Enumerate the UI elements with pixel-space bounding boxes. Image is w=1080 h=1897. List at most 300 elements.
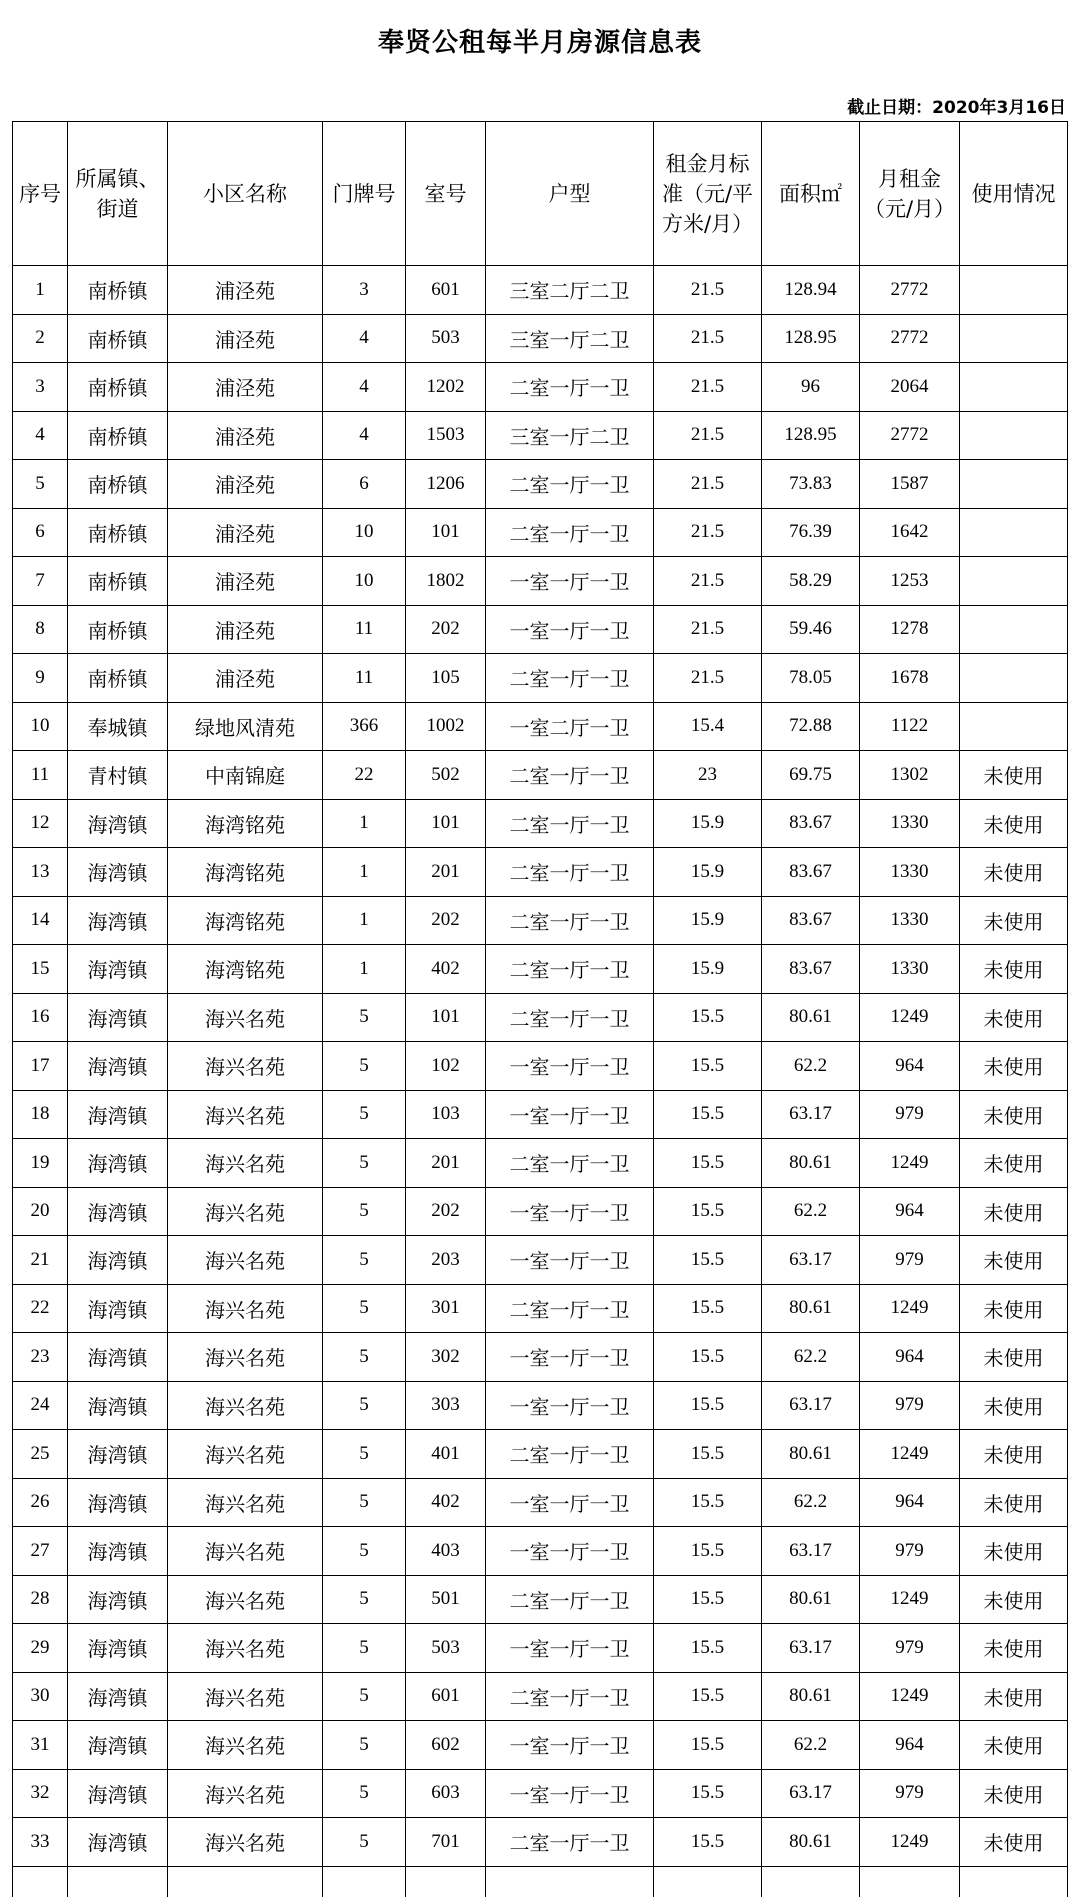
table-cell: 海湾镇 xyxy=(68,1575,168,1624)
table-cell: 1802 xyxy=(406,557,486,606)
table-cell: 一室一厅一卫 xyxy=(486,1527,654,1576)
table-cell: 80.61 xyxy=(762,1818,860,1867)
table-cell: 5 xyxy=(323,1042,406,1091)
table-cell: 5 xyxy=(323,1769,406,1818)
table-cell: 海兴名苑 xyxy=(168,1672,323,1721)
table-cell: 1 xyxy=(323,848,406,897)
table-cell: 5 xyxy=(323,1721,406,1770)
table-cell: 62.2 xyxy=(762,1042,860,1091)
table-cell: 16 xyxy=(13,993,68,1042)
table-cell: 海湾镇 xyxy=(68,1090,168,1139)
table-cell: 1249 xyxy=(860,1284,960,1333)
table-cell: 海湾镇 xyxy=(68,1333,168,1382)
table-cell: 63.17 xyxy=(762,1090,860,1139)
table-row xyxy=(13,557,1068,606)
table-cell xyxy=(13,1866,68,1897)
table-cell: 1278 xyxy=(860,605,960,654)
table-row xyxy=(13,1090,1068,1139)
table-cell xyxy=(323,1866,406,1897)
table-row xyxy=(13,1818,1068,1867)
table-cell: 二室一厅一卫 xyxy=(486,751,654,800)
table-cell: 63.17 xyxy=(762,1236,860,1285)
table-cell: 未使用 xyxy=(960,848,1068,897)
table-cell: 76.39 xyxy=(762,508,860,557)
table-cell: 1330 xyxy=(860,799,960,848)
table-cell: 15.9 xyxy=(654,896,762,945)
table-cell: 5 xyxy=(323,1187,406,1236)
table-cell: 海兴名苑 xyxy=(168,1478,323,1527)
table-cell xyxy=(762,1866,860,1897)
table-cell: 未使用 xyxy=(960,896,1068,945)
table-cell: 301 xyxy=(406,1284,486,1333)
table-cell: 31 xyxy=(13,1721,68,1770)
table-cell: 17 xyxy=(13,1042,68,1091)
table-cell: 南桥镇 xyxy=(68,411,168,460)
table-cell: 1249 xyxy=(860,993,960,1042)
table-cell: 海兴名苑 xyxy=(168,1381,323,1430)
table-cell: 15.5 xyxy=(654,1381,762,1430)
table-cell: 海兴名苑 xyxy=(168,1769,323,1818)
table-cell: 15.9 xyxy=(654,848,762,897)
table-cell: 15.5 xyxy=(654,1527,762,1576)
table-cell: 未使用 xyxy=(960,751,1068,800)
table-cell: 62.2 xyxy=(762,1187,860,1236)
table-cell: 二室一厅一卫 xyxy=(486,1430,654,1479)
table-cell: 128.94 xyxy=(762,266,860,315)
table-cell: 4 xyxy=(13,411,68,460)
header-cell: 门牌号 xyxy=(323,122,406,266)
table-cell: 1202 xyxy=(406,363,486,412)
table-cell: 201 xyxy=(406,848,486,897)
table-cell: 二室一厅一卫 xyxy=(486,945,654,994)
table-cell: 21.5 xyxy=(654,363,762,412)
table-cell: 27 xyxy=(13,1527,68,1576)
table-row xyxy=(13,1769,1068,1818)
table-cell: 62.2 xyxy=(762,1333,860,1382)
table-cell: 青村镇 xyxy=(68,751,168,800)
table-cell: 未使用 xyxy=(960,1333,1068,1382)
table-cell: 80.61 xyxy=(762,1575,860,1624)
table-cell: 1503 xyxy=(406,411,486,460)
table-cell xyxy=(960,1866,1068,1897)
table-cell: 21.5 xyxy=(654,557,762,606)
table-cell: 28 xyxy=(13,1575,68,1624)
table-cell: 南桥镇 xyxy=(68,460,168,509)
table-cell: 15.5 xyxy=(654,1090,762,1139)
table-cell: 15 xyxy=(13,945,68,994)
table-cell: 一室一厅一卫 xyxy=(486,1042,654,1091)
table-cell: 未使用 xyxy=(960,1042,1068,1091)
table-cell: 15.5 xyxy=(654,1139,762,1188)
table-cell: 10 xyxy=(323,557,406,606)
table-cell: 4 xyxy=(323,363,406,412)
table-cell: 15.4 xyxy=(654,702,762,751)
table-cell: 海湾镇 xyxy=(68,1818,168,1867)
table-cell: 海兴名苑 xyxy=(168,1818,323,1867)
table-cell: 33 xyxy=(13,1818,68,1867)
table-cell: 979 xyxy=(860,1624,960,1673)
table-cell: 402 xyxy=(406,1478,486,1527)
table-cell: 15.5 xyxy=(654,1721,762,1770)
table-cell: 22 xyxy=(13,1284,68,1333)
table-cell: 18 xyxy=(13,1090,68,1139)
table-cell: 303 xyxy=(406,1381,486,1430)
table-cell: 海湾铭苑 xyxy=(168,945,323,994)
table-row xyxy=(13,1284,1068,1333)
table-cell: 15.5 xyxy=(654,1333,762,1382)
table-cell: 105 xyxy=(406,654,486,703)
table-row xyxy=(13,1478,1068,1527)
table-cell: 浦泾苑 xyxy=(168,411,323,460)
table-cell: 海湾镇 xyxy=(68,1236,168,1285)
table-cell: 21.5 xyxy=(654,314,762,363)
table-cell: 海湾镇 xyxy=(68,1042,168,1091)
table-cell: 701 xyxy=(406,1818,486,1867)
table-cell: 海兴名苑 xyxy=(168,1042,323,1091)
table-row xyxy=(13,1381,1068,1430)
table-cell: 2772 xyxy=(860,411,960,460)
table-cell: 二室一厅一卫 xyxy=(486,508,654,557)
table-cell: 15.5 xyxy=(654,1284,762,1333)
table-cell: 5 xyxy=(323,1381,406,1430)
table-cell: 63.17 xyxy=(762,1769,860,1818)
table-cell: 海湾镇 xyxy=(68,1139,168,1188)
table-cell: 21.5 xyxy=(654,605,762,654)
table-cell: 73.83 xyxy=(762,460,860,509)
table-cell: 15.5 xyxy=(654,1818,762,1867)
table-cell: 80.61 xyxy=(762,993,860,1042)
table-cell: 海湾镇 xyxy=(68,799,168,848)
table-cell: 5 xyxy=(13,460,68,509)
header-cell: 使用情况 xyxy=(960,122,1068,266)
table-cell: 3 xyxy=(323,266,406,315)
table-cell: 32 xyxy=(13,1769,68,1818)
table-cell: 401 xyxy=(406,1430,486,1479)
table-cell xyxy=(960,702,1068,751)
table-cell: 未使用 xyxy=(960,799,1068,848)
table-cell: 1302 xyxy=(860,751,960,800)
table-cell: 1253 xyxy=(860,557,960,606)
table-cell: 58.29 xyxy=(762,557,860,606)
table-cell: 一室一厅一卫 xyxy=(486,1187,654,1236)
table-cell: 三室一厅二卫 xyxy=(486,314,654,363)
table-cell: 一室一厅一卫 xyxy=(486,1478,654,1527)
header-cell: 序号 xyxy=(13,122,68,266)
table-cell xyxy=(960,654,1068,703)
table-row xyxy=(13,1527,1068,1576)
table-cell: 202 xyxy=(406,605,486,654)
table-cell: 29 xyxy=(13,1624,68,1673)
table-cell: 海兴名苑 xyxy=(168,1624,323,1673)
table-row xyxy=(13,1139,1068,1188)
table-cell: 海兴名苑 xyxy=(168,1187,323,1236)
table-cell: 中南锦庭 xyxy=(168,751,323,800)
table-cell: 202 xyxy=(406,1187,486,1236)
table-cell: 21.5 xyxy=(654,411,762,460)
table-cell: 未使用 xyxy=(960,1575,1068,1624)
table-cell: 5 xyxy=(323,1139,406,1188)
table-cell: 96 xyxy=(762,363,860,412)
table-cell: 19 xyxy=(13,1139,68,1188)
header-cell: 所属镇、 街道 xyxy=(68,122,168,266)
table-cell: 128.95 xyxy=(762,314,860,363)
table-cell: 63.17 xyxy=(762,1381,860,1430)
table-cell: 1330 xyxy=(860,848,960,897)
table-cell: 1002 xyxy=(406,702,486,751)
table-cell: 11 xyxy=(323,605,406,654)
table-cell: 海兴名苑 xyxy=(168,1090,323,1139)
table-cell xyxy=(68,1866,168,1897)
table-cell: 一室一厅一卫 xyxy=(486,557,654,606)
table-cell: 二室一厅一卫 xyxy=(486,1139,654,1188)
table-cell: 海湾镇 xyxy=(68,1721,168,1770)
table-cell: 13 xyxy=(13,848,68,897)
table-row xyxy=(13,363,1068,412)
table-cell: 202 xyxy=(406,896,486,945)
table-cell: 海湾镇 xyxy=(68,945,168,994)
table-row xyxy=(13,654,1068,703)
table-row xyxy=(13,1721,1068,1770)
table-cell: 5 xyxy=(323,1478,406,1527)
table-cell: 366 xyxy=(323,702,406,751)
table-cell: 83.67 xyxy=(762,896,860,945)
table-cell: 1 xyxy=(323,799,406,848)
table-cell: 3 xyxy=(13,363,68,412)
table-cell: 未使用 xyxy=(960,1818,1068,1867)
table-cell: 15.5 xyxy=(654,1236,762,1285)
table-row xyxy=(13,993,1068,1042)
table-cell: 南桥镇 xyxy=(68,508,168,557)
table-row xyxy=(13,799,1068,848)
table-cell xyxy=(486,1866,654,1897)
table-cell: 979 xyxy=(860,1381,960,1430)
table-cell: 62.2 xyxy=(762,1721,860,1770)
table-cell: 1642 xyxy=(860,508,960,557)
table-cell: 11 xyxy=(13,751,68,800)
table-cell: 未使用 xyxy=(960,945,1068,994)
table-cell: 三室一厅二卫 xyxy=(486,411,654,460)
table-cell: 83.67 xyxy=(762,799,860,848)
table-row xyxy=(13,508,1068,557)
table-cell: 海兴名苑 xyxy=(168,1284,323,1333)
table-cell: 南桥镇 xyxy=(68,314,168,363)
table-cell: 15.5 xyxy=(654,1575,762,1624)
table-cell: 10 xyxy=(323,508,406,557)
table-cell: 二室一厅一卫 xyxy=(486,1284,654,1333)
table-cell: 一室一厅一卫 xyxy=(486,1769,654,1818)
table-row xyxy=(13,1236,1068,1285)
table-cell: 201 xyxy=(406,1139,486,1188)
table-cell: 7 xyxy=(13,557,68,606)
table-row xyxy=(13,1042,1068,1091)
table-cell: 三室二厅二卫 xyxy=(486,266,654,315)
table-cell: 海湾铭苑 xyxy=(168,848,323,897)
document-title: 奉贤公租每半月房源信息表 xyxy=(377,28,702,58)
table-cell: 5 xyxy=(323,1575,406,1624)
table-cell: 未使用 xyxy=(960,1284,1068,1333)
table-cell: 海湾镇 xyxy=(68,1430,168,1479)
table-cell: 海兴名苑 xyxy=(168,1575,323,1624)
table-cell: 未使用 xyxy=(960,1527,1068,1576)
table-cell: 15.5 xyxy=(654,1430,762,1479)
table-cell: 未使用 xyxy=(960,1381,1068,1430)
table-cell xyxy=(168,1866,323,1897)
table-cell: 1249 xyxy=(860,1818,960,1867)
table-cell: 一室一厅一卫 xyxy=(486,1090,654,1139)
table-cell: 海湾镇 xyxy=(68,1769,168,1818)
table-cell: 1330 xyxy=(860,896,960,945)
table-cell: 未使用 xyxy=(960,1769,1068,1818)
table-cell: 62.2 xyxy=(762,1478,860,1527)
table-cell: 964 xyxy=(860,1187,960,1236)
table-row xyxy=(13,1430,1068,1479)
table-cell: 浦泾苑 xyxy=(168,605,323,654)
table-cell: 未使用 xyxy=(960,1139,1068,1188)
table-cell: 二室一厅一卫 xyxy=(486,654,654,703)
table-cell: 海湾铭苑 xyxy=(168,799,323,848)
table-cell: 海湾镇 xyxy=(68,1624,168,1673)
table-cell: 979 xyxy=(860,1236,960,1285)
table-cell: 海兴名苑 xyxy=(168,1236,323,1285)
table-cell: 30 xyxy=(13,1672,68,1721)
table-row xyxy=(13,411,1068,460)
table-body xyxy=(13,266,1068,1897)
table-cell: 二室一厅一卫 xyxy=(486,1575,654,1624)
table-cell: 浦泾苑 xyxy=(168,314,323,363)
table-cell: 一室一厅一卫 xyxy=(486,1333,654,1382)
table-cell: 绿地风清苑 xyxy=(168,702,323,751)
table-cell: 1 xyxy=(323,945,406,994)
table-cell: 403 xyxy=(406,1527,486,1576)
table-cell: 二室一厅一卫 xyxy=(486,1818,654,1867)
table-cell xyxy=(960,605,1068,654)
table-row xyxy=(13,945,1068,994)
table-cell: 11 xyxy=(323,654,406,703)
table-cell: 21 xyxy=(13,1236,68,1285)
table-cell: 80.61 xyxy=(762,1672,860,1721)
table-cell: 21.5 xyxy=(654,654,762,703)
table-cell: 23 xyxy=(13,1333,68,1382)
table-cell xyxy=(960,411,1068,460)
table-cell: 302 xyxy=(406,1333,486,1382)
header-cell: 户型 xyxy=(486,122,654,266)
table-cell: 海湾镇 xyxy=(68,1672,168,1721)
table-cell: 5 xyxy=(323,1624,406,1673)
table-cell: 5 xyxy=(323,1090,406,1139)
table-cell: 1678 xyxy=(860,654,960,703)
table-cell xyxy=(960,557,1068,606)
table-cell: 21.5 xyxy=(654,508,762,557)
table-cell: 6 xyxy=(323,460,406,509)
table-cell: 海湾镇 xyxy=(68,1478,168,1527)
table-cell: 未使用 xyxy=(960,1624,1068,1673)
header-cell: 小区名称 xyxy=(168,122,323,266)
table-cell: 80.61 xyxy=(762,1139,860,1188)
table-cell: 浦泾苑 xyxy=(168,363,323,412)
table-cell xyxy=(960,266,1068,315)
table-cell: 5 xyxy=(323,1818,406,1867)
table-cell: 未使用 xyxy=(960,1090,1068,1139)
table-cell: 59.46 xyxy=(762,605,860,654)
table-cell: 未使用 xyxy=(960,1187,1068,1236)
table-cell: 601 xyxy=(406,266,486,315)
table-cell: 南桥镇 xyxy=(68,605,168,654)
table-cell: 203 xyxy=(406,1236,486,1285)
table-row xyxy=(13,1624,1068,1673)
table-row xyxy=(13,1575,1068,1624)
table-cell: 102 xyxy=(406,1042,486,1091)
table-cell: 2772 xyxy=(860,314,960,363)
table-cell: 15.5 xyxy=(654,1672,762,1721)
table-row xyxy=(13,266,1068,315)
table-cell xyxy=(960,508,1068,557)
table-cell: 南桥镇 xyxy=(68,266,168,315)
table-cell: 63.17 xyxy=(762,1527,860,1576)
table-cell: 101 xyxy=(406,993,486,1042)
table-cell: 128.95 xyxy=(762,411,860,460)
table-cell: 5 xyxy=(323,1284,406,1333)
table-cell: 海湾镇 xyxy=(68,1284,168,1333)
table-cell: 一室二厅一卫 xyxy=(486,702,654,751)
table-cell: 2064 xyxy=(860,363,960,412)
table-cell: 5 xyxy=(323,1333,406,1382)
table-cell: 海湾镇 xyxy=(68,1381,168,1430)
table-cell xyxy=(860,1866,960,1897)
table-cell: 浦泾苑 xyxy=(168,266,323,315)
table-cell: 26 xyxy=(13,1478,68,1527)
table-cell: 海兴名苑 xyxy=(168,1721,323,1770)
table-cell: 二室一厅一卫 xyxy=(486,799,654,848)
table-cell: 83.67 xyxy=(762,945,860,994)
table-cell: 15.5 xyxy=(654,1042,762,1091)
table-cell: 海兴名苑 xyxy=(168,1527,323,1576)
table-cell: 979 xyxy=(860,1090,960,1139)
table-cell: 4 xyxy=(323,411,406,460)
table-cell: 80.61 xyxy=(762,1284,860,1333)
cutoff-date: 截止日期：2020年3月16日 xyxy=(847,98,1066,118)
table-cell: 1330 xyxy=(860,945,960,994)
table-row xyxy=(13,751,1068,800)
table-cell: 未使用 xyxy=(960,1236,1068,1285)
table-cell: 979 xyxy=(860,1527,960,1576)
table-row xyxy=(13,1333,1068,1382)
housing-table xyxy=(12,121,1068,1897)
table-cell xyxy=(960,363,1068,412)
table-cell: 浦泾苑 xyxy=(168,460,323,509)
table-row xyxy=(13,314,1068,363)
header-row xyxy=(13,122,1068,266)
table-cell xyxy=(960,314,1068,363)
table-cell: 一室一厅一卫 xyxy=(486,605,654,654)
table-cell: 海湾铭苑 xyxy=(168,896,323,945)
header-cell: 租金月标 准（元/平 方米/月） xyxy=(654,122,762,266)
table-cell: 一室一厅一卫 xyxy=(486,1236,654,1285)
table-cell: 海兴名苑 xyxy=(168,1430,323,1479)
table-cell: 15.5 xyxy=(654,1769,762,1818)
table-cell: 海湾镇 xyxy=(68,993,168,1042)
table-row xyxy=(13,460,1068,509)
table-cell: 21.5 xyxy=(654,266,762,315)
table-cell: 二室一厅一卫 xyxy=(486,460,654,509)
table-cell: 4 xyxy=(323,314,406,363)
table-cell: 南桥镇 xyxy=(68,363,168,412)
table-cell: 海湾镇 xyxy=(68,1527,168,1576)
table-cell: 502 xyxy=(406,751,486,800)
header-cell: 月租金 （元/月） xyxy=(860,122,960,266)
table-cell: 6 xyxy=(13,508,68,557)
table-cell: 未使用 xyxy=(960,1672,1068,1721)
table-cell: 1 xyxy=(13,266,68,315)
